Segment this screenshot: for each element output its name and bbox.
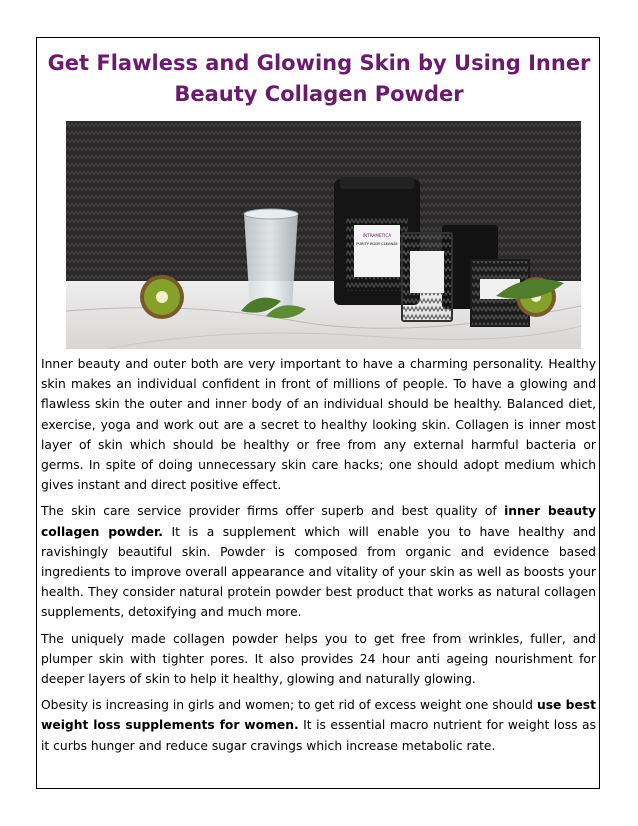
paragraph-2	[41, 501, 596, 622]
article-body	[41, 354, 596, 762]
weight-loss-supplements-link: use best weight loss supplements for women.	[41, 698, 596, 733]
paragraph-4	[41, 695, 596, 756]
product-photo	[66, 121, 581, 349]
inner-beauty-collagen-link: inner beauty collagen powder.	[41, 504, 596, 539]
paragraph-2-text-rest: It is a supplement which will enable you to have healthy and ravishingly beautiful skin. Powder is composed from organic and evidence based ingredients to improve overall appearance and vitality of your skin as well as boosts your health. They consider natural protein powder best product that works as natural collagen supplements, detoxifying and much more.	[41, 524, 596, 620]
jar-brand-label: INTRAMETICA	[362, 233, 392, 238]
paragraph-4-text: Obesity is increasing in girls and women; to get rid of excess weight one should	[41, 698, 537, 713]
jar-product-label: PURITY BODY CLEANSE	[356, 242, 398, 246]
paragraph-4-text-rest: It is essential macro nutrient for weight loss as it curbs hunger and reduce sugar cravings which increase metabolic rate.	[41, 718, 596, 753]
title-line-2: Beauty Collagen Powder	[174, 82, 464, 106]
paragraph-3: The uniquely made collagen powder helps you to get free from wrinkles, fuller, and plumper skin with tighter pores. It also provides 24 hour anti ageing nourishment for deeper layers of skin to help it healthy, glowing and naturally glowing.	[41, 631, 596, 687]
page-title	[0, 48, 638, 110]
title-line-1: Get Flawless and Glowing Skin by Using Inner	[47, 51, 591, 75]
paragraph-2-text: The skin care service provider firms offer superb and best quality of	[41, 504, 505, 519]
paragraph-1: Inner beauty and outer both are very important to have a charming personality. Healthy skin makes an individual confident in front of millions of people. To have a glowing and flawless skin the outer and inner body of an individual should be healthy. Balanced diet, exercise, yoga and work out are a secret to healthy looking skin. Collagen is inner most layer of skin which should be healthy or free from any external harmful bacteria or germs. In spite of doing unnecessary skin care hacks; one should adopt medium which gives instant and direct positive effect.	[41, 357, 596, 493]
